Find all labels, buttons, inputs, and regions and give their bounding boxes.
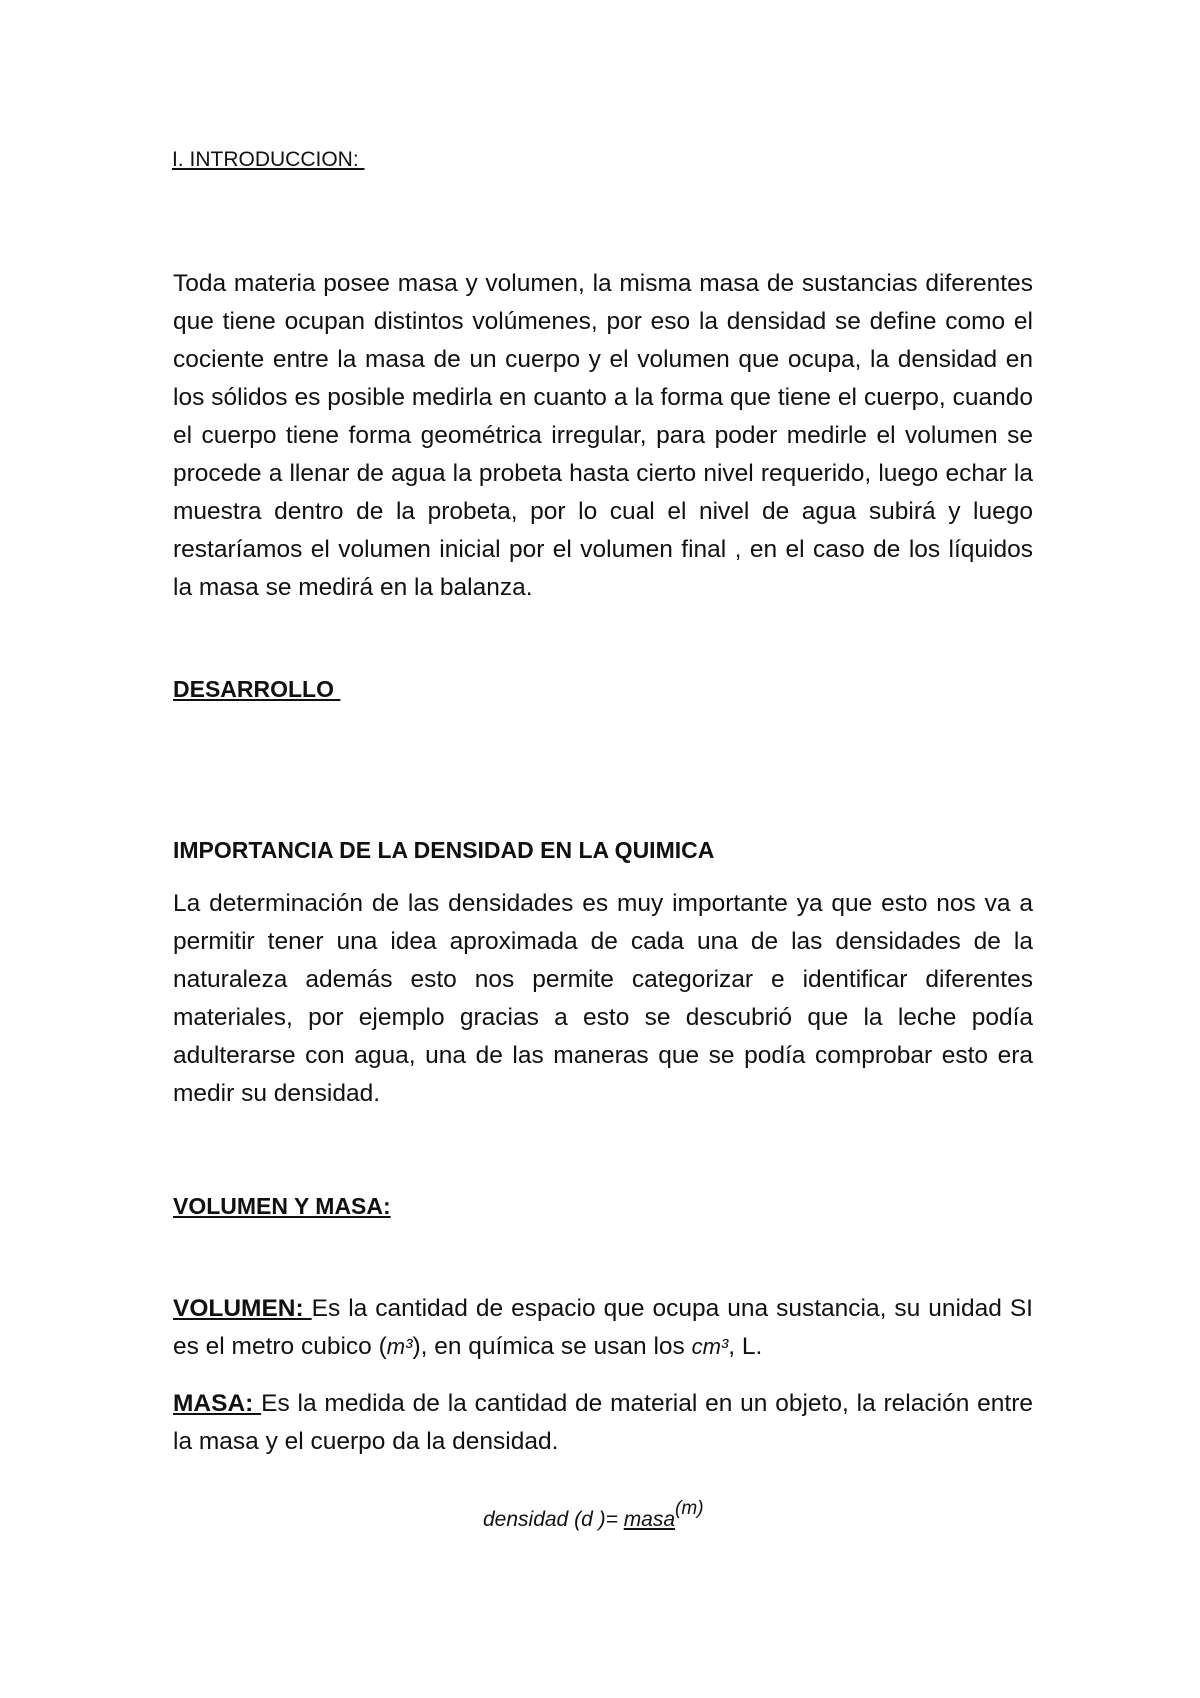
volumen-paragraph — [173, 1290, 1033, 1366]
unit-cm3: cm³ — [691, 1334, 729, 1359]
formula-left: densidad (d )= — [483, 1508, 624, 1531]
desarrollo-heading: DESARROLLO — [173, 676, 341, 702]
formula-superscript: (m) — [675, 1498, 704, 1519]
masa-text: Es la medida de la cantidad de material en un objeto, la relación entre la masa y el cuerpo da la densidad. — [173, 1390, 1033, 1455]
volumen-text-middle: ), en química se usan los — [412, 1333, 692, 1360]
intro-paragraph: Toda materia posee masa y volumen, la misma masa de sustancias diferentes que tiene ocupan distintos volúmenes, por eso la densidad se define como el cociente entre la masa de un cuerpo y el volumen que ocupa, la densidad en los sólidos es posible medirla en cuanto a la forma que tiene el cuerpo, cuando el cuerpo tiene forma geométrica irregular, para poder medirle el volumen se procede a llenar de agua la probeta hasta cierto nivel requerido, luego echar la muestra dentro de la probeta, por lo cual el nivel de agua subirá y luego restaríamos el volumen inicial por el volumen final , en el caso de los líquidos la masa se medirá en la balanza. — [173, 270, 1033, 601]
volumen-masa-heading: VOLUMEN Y MASA: — [173, 1193, 391, 1219]
intro-heading: I. INTRODUCCION: — [172, 148, 365, 171]
importancia-paragraph: La determinación de las densidades es muy importante ya que esto nos va a permitir tener una idea aproximada de cada una de las densidades de la naturaleza además esto nos permite categorizar e identificar diferentes materiales, por ejemplo gracias a esto se descubrió que la leche podía adulterarse con agua, una de las maneras que se podía comprobar esto era medir su densidad. — [173, 890, 1033, 1107]
masa-paragraph — [173, 1385, 1033, 1461]
unit-m3: m³ — [386, 1334, 413, 1359]
volumen-text-after: , L. — [728, 1333, 763, 1360]
volumen-label: VOLUMEN: — [173, 1295, 312, 1322]
masa-label: MASA: — [173, 1390, 262, 1417]
density-formula — [483, 1498, 704, 1532]
volumen-text-before: Es la cantidad de espacio que ocupa una sustancia, su unidad SI es el metro cubico ( — [173, 1295, 1033, 1360]
formula-numerator: masa — [623, 1508, 676, 1531]
importancia-heading: IMPORTANCIA DE LA DENSIDAD EN LA QUIMICA — [173, 837, 715, 863]
